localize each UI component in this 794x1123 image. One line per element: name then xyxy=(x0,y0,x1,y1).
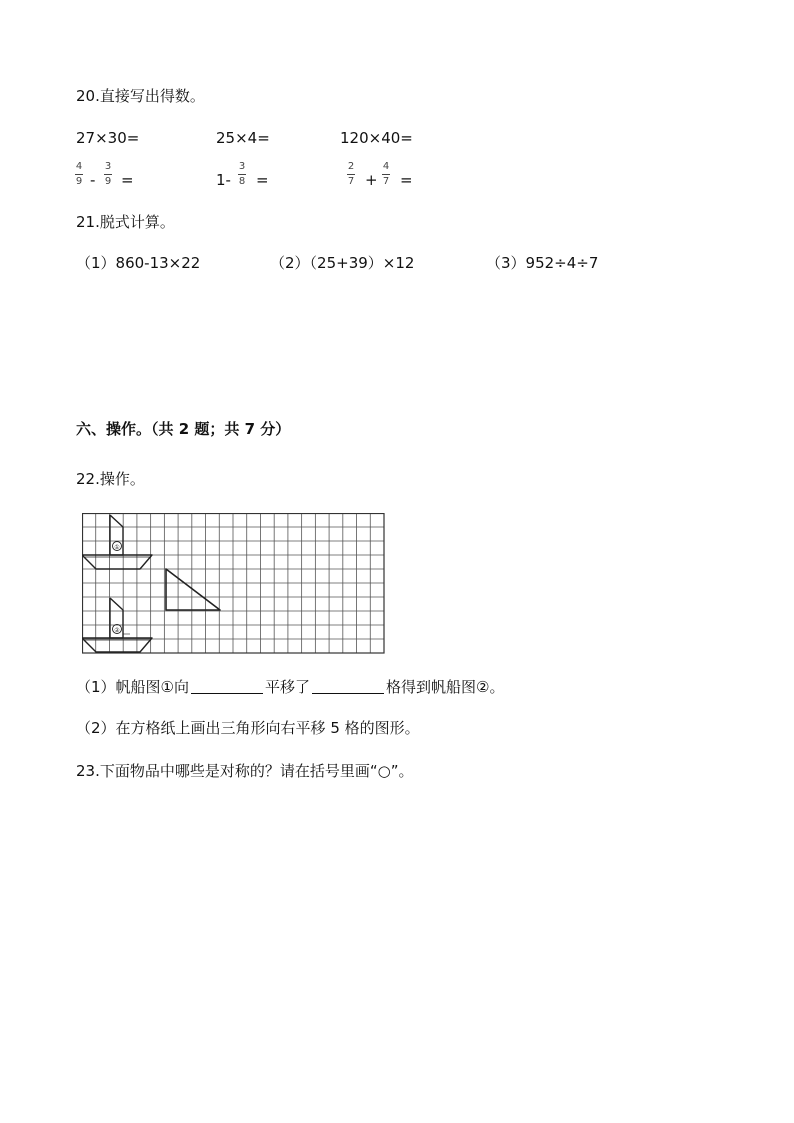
boat-2-label: ② xyxy=(114,627,120,634)
sailboat-1 xyxy=(82,515,152,569)
q20-frac-1a: 4 9 xyxy=(75,161,83,187)
section-heading: 六、操作。（共 2 题；共 7 分） xyxy=(76,420,291,438)
answer-blank-distance[interactable] xyxy=(312,679,384,694)
q20-eq-2: = xyxy=(256,171,269,189)
q20-title: 20.直接写出得数。 xyxy=(76,87,205,105)
q20-eq-1: = xyxy=(121,171,134,189)
answer-blank-direction[interactable] xyxy=(191,679,263,694)
q20-one-minus: 1- xyxy=(216,171,231,189)
q20-frac-3a: 2 7 xyxy=(347,161,355,187)
q22-part1-text-c: 格得到帆船图②。 xyxy=(386,678,505,696)
triangle-shape xyxy=(166,569,220,610)
q22-part1-text-a: （1）帆船图①向 xyxy=(76,678,189,696)
q22-part1-text-b: 平移了 xyxy=(265,678,311,696)
q21-item-2: （2）（25+39）×12 xyxy=(270,254,415,272)
q20-expr-1: 27×30= xyxy=(76,129,140,147)
sailboat-grid-figure xyxy=(82,513,386,655)
q21-item-1: （1）860-13×22 xyxy=(76,254,201,272)
q22-part2: （2）在方格纸上画出三角形向右平移 5 格的图形。 xyxy=(76,719,420,737)
q23-title: 23.下面物品中哪些是对称的？请在括号里画“○”。 xyxy=(76,762,414,780)
q21-title: 21.脱式计算。 xyxy=(76,213,175,231)
q20-frac-1b: 3 9 xyxy=(104,161,112,187)
q20-op-minus: - xyxy=(90,171,96,189)
q20-eq-3: = xyxy=(400,171,413,189)
q21-item-3: （3）952÷4÷7 xyxy=(486,254,599,272)
q20-frac-2: 3 8 xyxy=(238,161,246,187)
q20-expr-3: 120×40= xyxy=(340,129,413,147)
q22-part1 xyxy=(76,679,504,695)
q20-frac-3b: 4 7 xyxy=(382,161,390,187)
boat-1-label: ① xyxy=(114,544,120,551)
q20-expr-2: 25×4= xyxy=(216,129,270,147)
q22-title: 22.操作。 xyxy=(76,470,145,488)
q20-op-plus: + xyxy=(365,171,378,189)
